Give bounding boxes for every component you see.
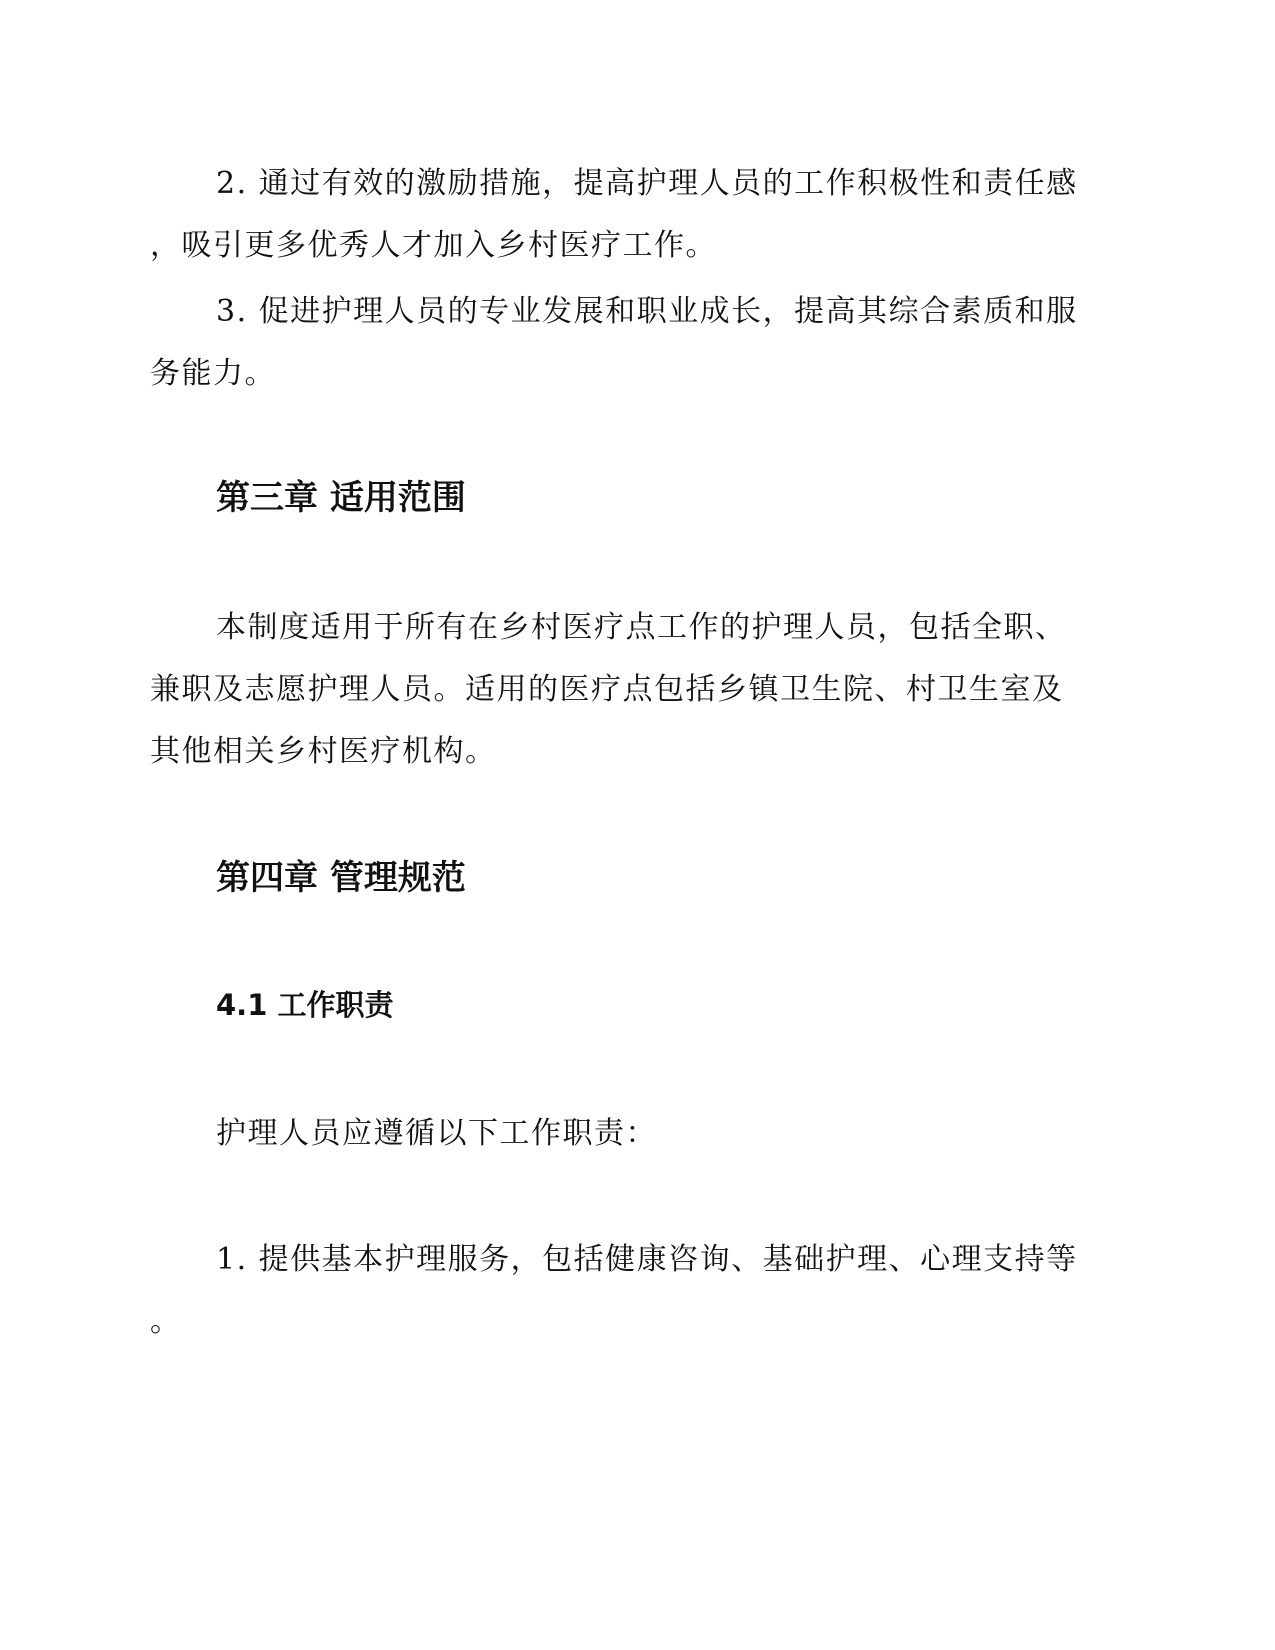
- chapter-3-paragraph-line-1: 本制度适用于所有在乡村医疗点工作的护理人员，包括全职、: [216, 610, 1067, 645]
- goal-3-line-2: 务能力。: [150, 356, 276, 391]
- section-4-1-intro: 护理人员应遵循以下工作职责：: [216, 1116, 657, 1151]
- chapter-3-paragraph-line-3: 其他相关乡村医疗机构。: [150, 734, 497, 769]
- chapter-4-title: 第四章 管理规范: [216, 858, 466, 898]
- goal-2-line-2: ，吸引更多优秀人才加入乡村医疗工作。: [150, 228, 717, 263]
- duty-item-1-line-1: 1. 提供基本护理服务，包括健康咨询、基础护理、心理支持等: [216, 1242, 1078, 1277]
- duty-item-1-line-2: 。: [150, 1304, 182, 1339]
- goal-2-line-1: 2. 通过有效的激励措施，提高护理人员的工作积极性和责任感: [216, 166, 1078, 201]
- chapter-3-title: 第三章 适用范围: [216, 478, 466, 518]
- section-4-1-title: 4.1 工作职责: [216, 988, 394, 1022]
- goal-3-line-1: 3. 促进护理人员的专业发展和职业成长，提高其综合素质和服: [216, 294, 1078, 329]
- chapter-3-paragraph-line-2: 兼职及志愿护理人员。适用的医疗点包括乡镇卫生院、村卫生室及: [150, 672, 1064, 707]
